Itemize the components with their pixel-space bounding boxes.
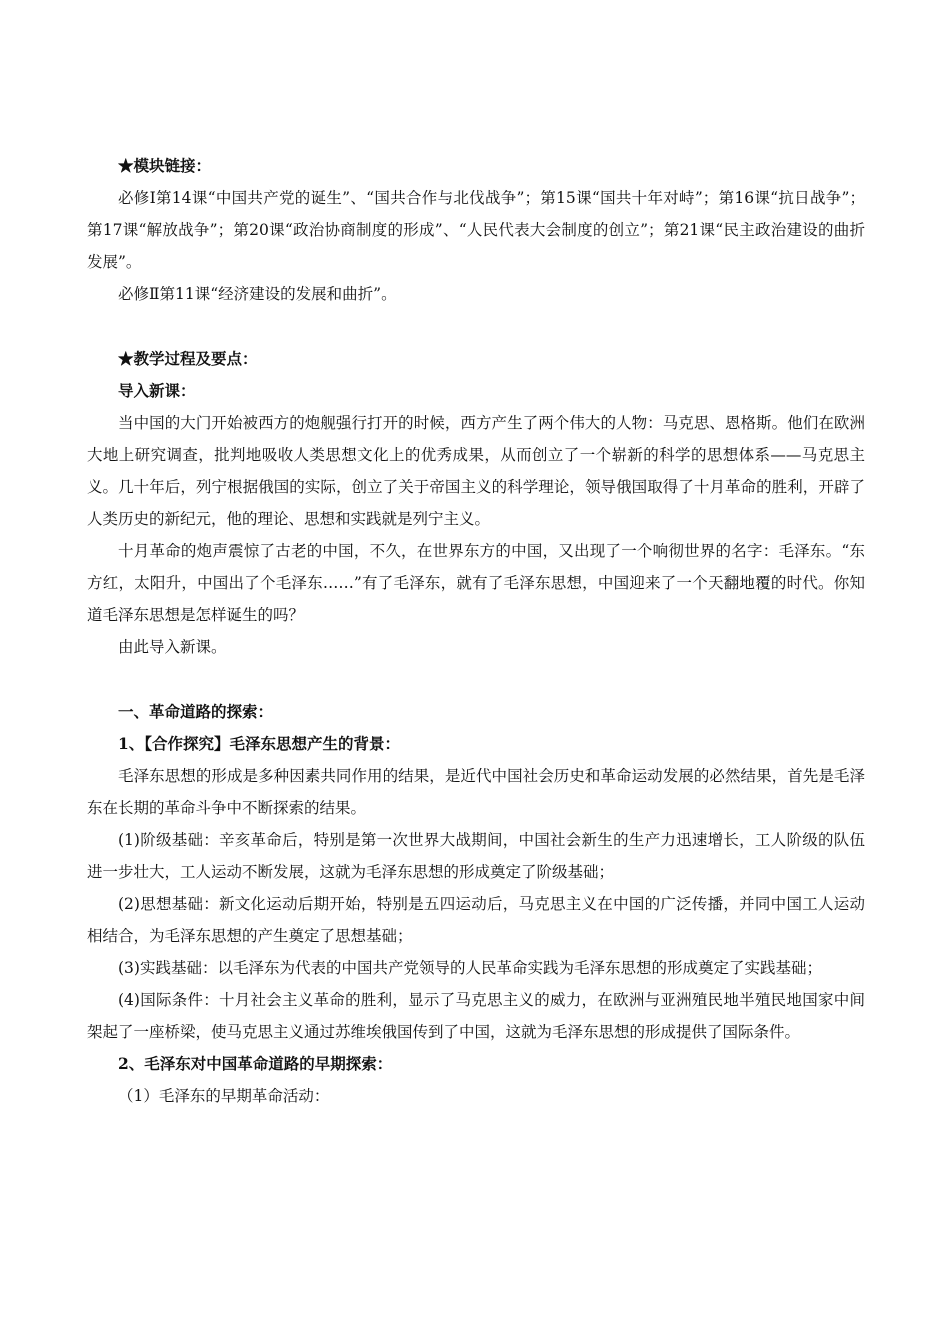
document-page	[87, 150, 865, 1112]
section-1-1-heading: 1、【合作探究】毛泽东思想产生的背景：	[118, 734, 401, 753]
background-item-3: (3)实践基础：以毛泽东为代表的中国共产党领导的人民革命实践为毛泽东思想的形成奠定了实践基础；	[118, 959, 822, 977]
intro-paragraph-3: 由此导入新课。	[118, 638, 227, 656]
background-item-1: (1)阶级基础：辛亥革命后，特别是第一次世界大战期间，中国社会新生的生产力迅速增长，工人阶级的队伍进一步壮大，工人运动不断发展，这就为毛泽东思想的形成奠定了阶级基础；	[87, 831, 865, 881]
section-1-1-paragraph: 毛泽东思想的形成是多种因素共同作用的结果，是近代中国社会历史和革命运动发展的必然结果，首先是毛泽东在长期的革命斗争中不断探索的结果。	[87, 767, 865, 817]
section-1-2-heading: 2、毛泽东对中国革命道路的早期探索：	[118, 1054, 393, 1073]
module-link-heading: ★模块链接：	[118, 156, 212, 175]
intro-paragraph-1: 当中国的大门开始被西方的炮舰强行打开的时候，西方产生了两个伟大的人物：马克思、恩格斯。他们在欧洲大地上研究调查，批判地吸收人类思想文化上的优秀成果，从而创立了一个崭新的科学的思想体系——马克思主义。几十年后，列宁根据俄国的实际，创立了关于帝国主义的科学理论，领导俄国取得了十月革命的胜利，开辟了人类历史的新纪元，他的理论、思想和实践就是列宁主义。	[87, 414, 865, 528]
background-item-4: (4)国际条件：十月社会主义革命的胜利，显示了马克思主义的威力，在欧洲与亚洲殖民地半殖民地国家中间架起了一座桥梁，使马克思主义通过苏维埃俄国传到了中国，这就为毛泽东思想的形成提供了国际条件。	[87, 991, 865, 1041]
background-item-2: (2)思想基础：新文化运动后期开始，特别是五四运动后，马克思主义在中国的广泛传播，并同中国工人运动相结合，为毛泽东思想的产生奠定了思想基础；	[87, 895, 865, 945]
spacer	[87, 310, 865, 343]
intro-paragraph-2: 十月革命的炮声震惊了古老的中国，不久，在世界东方的中国，又出现了一个响彻世界的名字：毛泽东。“东方红，太阳升，中国出了个毛泽东……”有了毛泽东，就有了毛泽东思想，中国迎来了一个天翻地覆的时代。你知道毛泽东思想是怎样诞生的吗？	[87, 542, 865, 624]
intro-heading: 导入新课：	[118, 381, 196, 400]
module-link-paragraph: 必修Ⅰ第14课“中国共产党的诞生”、“国共合作与北伐战争”；第15课“国共十年对峙”；第16课“抗日战争”；第17课“解放战争”；第20课“政治协商制度的形成”、“人民代表大会制度的创立”；第21课“民主政治建设的曲折发展”。	[87, 189, 865, 271]
module-link-paragraph-2: 必修Ⅱ第11课“经济建设的发展和曲折”。	[118, 285, 397, 303]
spacer	[87, 663, 865, 696]
section-1-heading: 一、革命道路的探索：	[118, 702, 274, 721]
section-1-2-subheading: （1）毛泽东的早期革命活动：	[118, 1087, 330, 1105]
teaching-process-heading: ★教学过程及要点：	[118, 349, 258, 368]
